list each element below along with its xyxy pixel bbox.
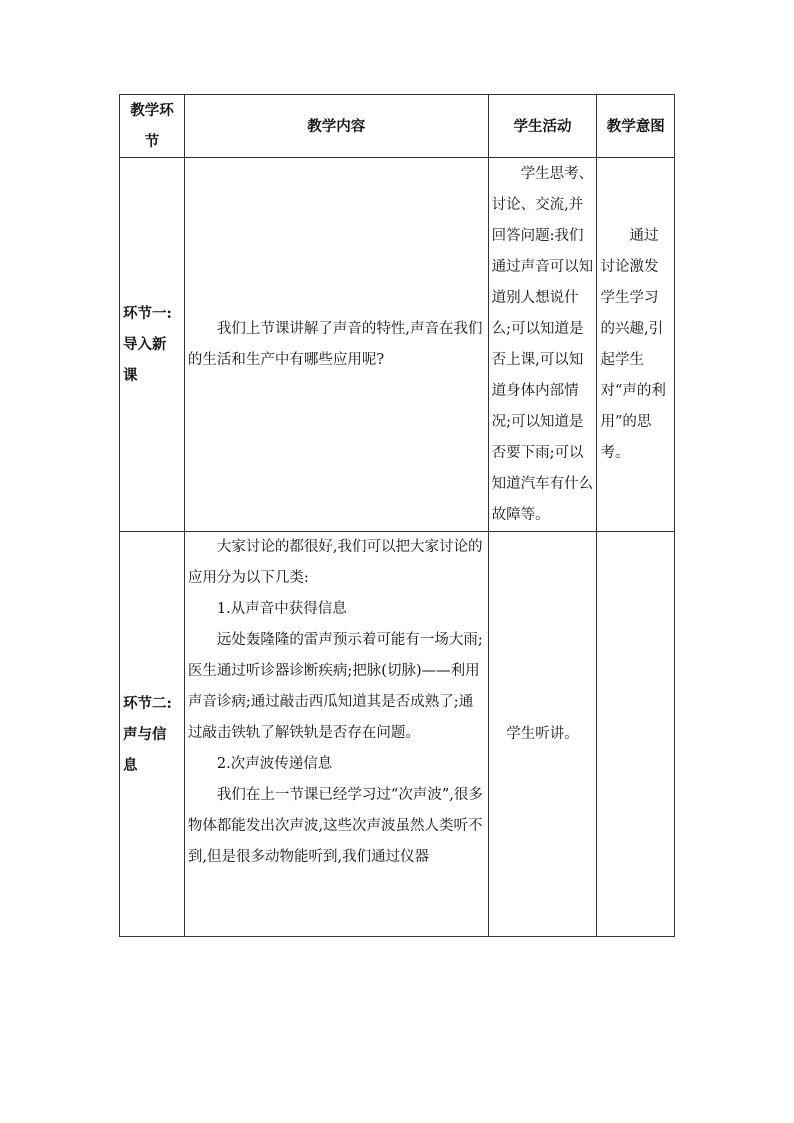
table-row [120, 532, 675, 937]
activity-text: 学生思考、讨论、交流,并回答问题:我们通过声音可以知道别人想说什么;可以知道是否上课,可以知道身体内部情况;可以知道是否要下雨;可以知道汽车有什么故障等。 [491, 165, 594, 523]
header-stage: 教学环节 [120, 95, 185, 158]
stage-cell [120, 532, 185, 937]
stage-line: 息 [123, 756, 138, 774]
stage-line: 课 [123, 367, 138, 384]
header-content: 教学内容 [184, 95, 488, 158]
intent-cell [597, 532, 675, 937]
table-row [120, 158, 675, 532]
content-heading: 2.次声波传递信息 [216, 756, 333, 772]
content-cell [184, 158, 488, 532]
content-paragraph: 我们上节课讲解了声音的特性,声音在我们的生活和生产中有哪些应用呢? [187, 320, 483, 368]
activity-cell [488, 158, 597, 532]
lesson-plan-table [119, 94, 675, 937]
stage-line: 导入新 [123, 336, 167, 353]
intent-cell [597, 158, 675, 532]
content-heading: 1.从声音中获得信息 [216, 601, 347, 617]
stage-cell [120, 158, 185, 532]
activity-text: 学生听讲。 [506, 725, 579, 742]
content-paragraph: 我们在上一节课已经学习过“次声波”,很多物体都能发出次声波,这些次声波虽然人类听不到,但是很多动物能听到,我们通过仪器 [187, 787, 483, 865]
content-cell [184, 532, 488, 937]
stage-line: 声与信 [123, 725, 167, 743]
content-paragraph: 远处轰隆隆的雷声预示着可能有一场大雨;医生通过听诊器诊断疾病;把脉(切脉)——利用声音诊病;通过敲击西瓜知道其是否成熟了;通过敲击铁轨了解铁轨是否存在问题。 [187, 632, 483, 741]
activity-cell [488, 532, 597, 937]
content-paragraph: 大家讨论的都很好,我们可以把大家讨论的应用分为以下几类: [187, 539, 483, 586]
header-intent: 教学意图 [597, 95, 675, 158]
header-activity: 学生活动 [488, 95, 597, 158]
stage-line: 环节二: [123, 694, 172, 712]
table-header-row [120, 95, 675, 158]
stage-line: 环节一: [123, 305, 172, 322]
intent-text: 通过讨论激发学生学习的兴趣,引起学生对“声的利用”的思考。 [600, 227, 666, 461]
